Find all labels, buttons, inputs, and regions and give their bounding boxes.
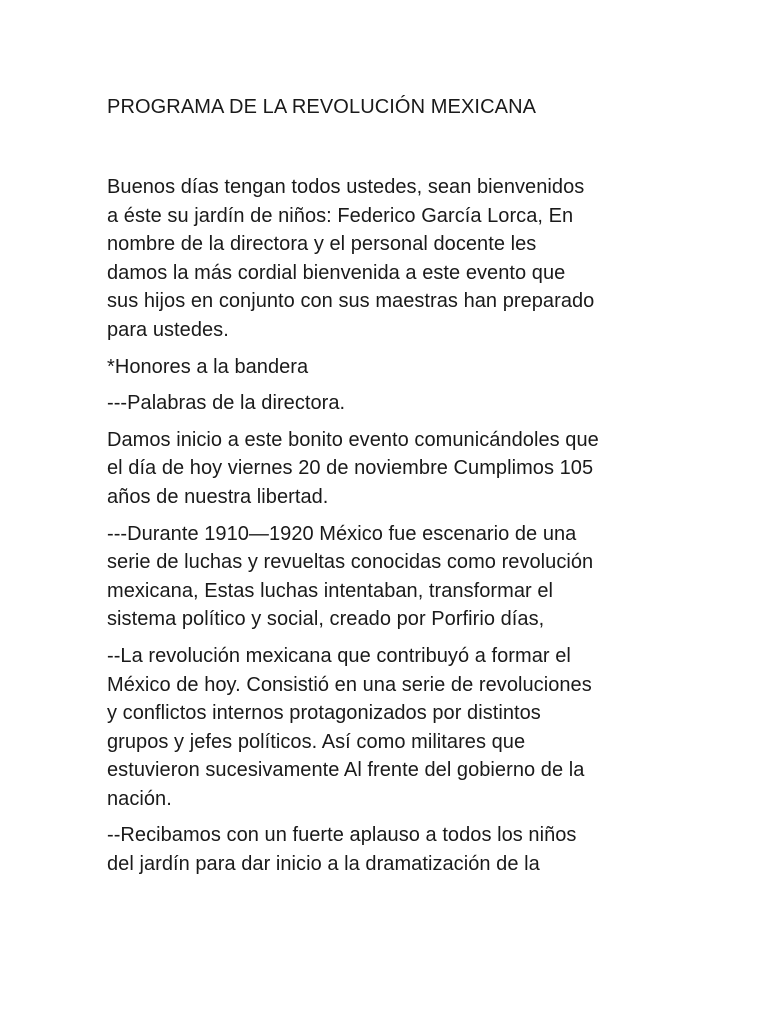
- text-line: México de hoy. Consistió en una serie de revoluciones: [107, 673, 592, 696]
- text-line: sistema político y social, creado por Porfirio días,: [107, 608, 545, 631]
- text-line: del jardín para dar inicio a la dramatización de la: [107, 853, 540, 876]
- text-line: nombre de la directora y el personal docente les: [107, 233, 537, 256]
- document-body: [107, 173, 677, 879]
- paragraph: [107, 821, 677, 878]
- text-line: nación.: [107, 787, 172, 810]
- document-title: PROGRAMA DE LA REVOLUCIÓN MEXICANA: [107, 96, 537, 118]
- text-line: serie de luchas y revueltas conocidas como revolución: [107, 551, 594, 574]
- text-line: el día de hoy viernes 20 de noviembre Cumplimos 105: [107, 457, 594, 480]
- text-line: --La revolución mexicana que contribuyó a formar el: [107, 644, 571, 667]
- text-line: damos la más cordial bienvenida a este evento que: [107, 261, 566, 284]
- text-line: ---Palabras de la directora.: [107, 392, 346, 415]
- paragraph: [107, 353, 677, 382]
- paragraph: [107, 520, 677, 634]
- paragraph: [107, 642, 677, 814]
- text-line: y conflictos internos protagonizados por distintos: [107, 702, 541, 725]
- text-line: Damos inicio a este bonito evento comunicándoles que: [107, 428, 599, 451]
- text-line: *Honores a la bandera: [107, 355, 309, 378]
- text-line: ---Durante 1910—1920 México fue escenario de una: [107, 522, 577, 545]
- text-line: para ustedes.: [107, 318, 229, 341]
- text-line: grupos y jefes políticos. Así como militares que: [107, 730, 526, 753]
- text-line: sus hijos en conjunto con sus maestras han preparado: [107, 290, 595, 313]
- text-line: años de nuestra libertad.: [107, 485, 329, 508]
- text-line: mexicana, Estas luchas intentaban, transformar el: [107, 579, 554, 602]
- document-page: [107, 93, 677, 887]
- paragraph: [107, 389, 677, 418]
- paragraph: [107, 173, 677, 345]
- text-line: --Recibamos con un fuerte aplauso a todos los niños: [107, 824, 577, 847]
- text-line: a éste su jardín de niños: Federico García Lorca, En: [107, 204, 574, 227]
- text-line: Buenos días tengan todos ustedes, sean bienvenidos: [107, 176, 585, 198]
- paragraph: [107, 426, 677, 512]
- text-line: estuvieron sucesivamente Al frente del gobierno de la: [107, 759, 585, 782]
